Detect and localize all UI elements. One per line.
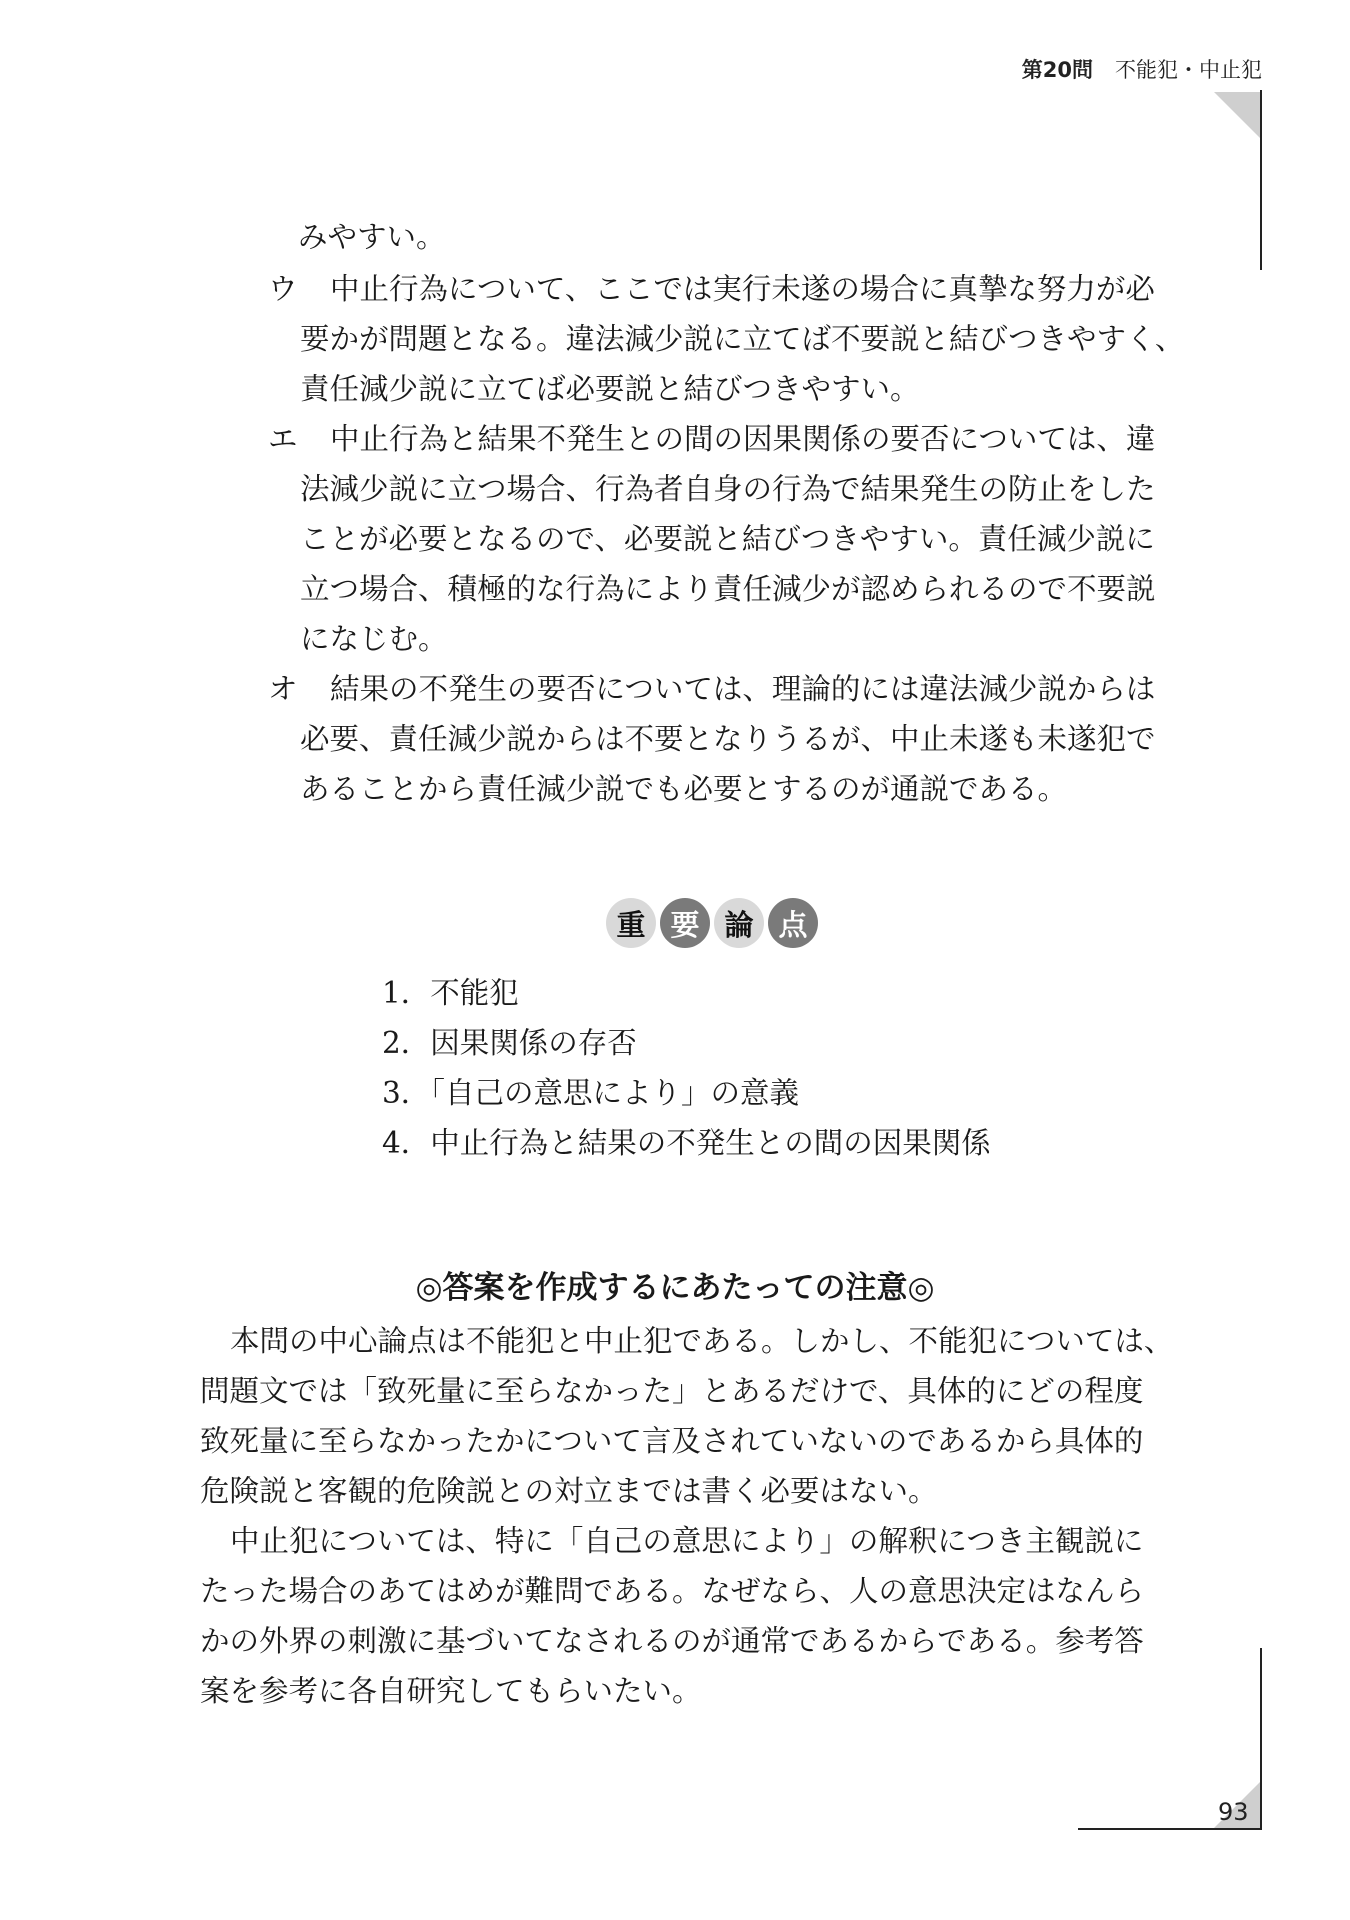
note-line: 致死量に至らなかったかについて言及されていないのであるから具体的: [200, 1424, 1144, 1458]
note-line: 問題文では「致死量に至らなかった」とあるだけで、具体的にどの程度: [200, 1374, 1144, 1408]
item-text-line: 中止行為と結果不発生との間の因果関係の要否については、違: [330, 422, 1156, 456]
item-text-line: 結果の不発生の要否については、理論的には違法減少説からは: [330, 672, 1156, 706]
item-marker: オ: [268, 672, 298, 706]
item-text-line: 法減少説に立つ場合、行為者自身の行為で結果発生の防止をした: [300, 472, 1156, 506]
note-line: 中止犯については、特に「自己の意思により」の解釈につき主観説に: [230, 1524, 1144, 1558]
key-points-badge: 点: [768, 898, 818, 948]
page-header: [1022, 54, 1262, 84]
footer-rule-vertical: [1260, 1648, 1262, 1828]
continued-text: みやすい。: [298, 220, 446, 254]
footer-rule-horizontal: [1078, 1828, 1262, 1830]
key-points-badge: 論: [714, 898, 764, 948]
note-title: ◎答案を作成するにあたっての注意◎: [415, 1270, 935, 1306]
note-line: 案を参考に各自研究してもらいたい。: [200, 1674, 702, 1708]
item-marker: エ: [268, 422, 298, 456]
item-text-line: 必要、責任減少説からは不要となりうるが、中止未遂も未遂犯で: [300, 722, 1156, 756]
item-text-line: 中止行為について、ここでは実行未遂の場合に真摯な努力が必: [330, 272, 1155, 306]
header-corner-decoration: [1214, 92, 1260, 138]
note-line: 危険説と客観的危険説との対立までは書く必要はない。: [200, 1474, 938, 1508]
explanation-item: [200, 264, 1230, 414]
key-point-item: 2．因果関係の存否: [382, 1026, 637, 1060]
key-points-list: [382, 968, 991, 1168]
item-text-line: あることから責任減少説でも必要とするのが通説である。: [300, 772, 1068, 806]
item-text-line: になじむ。: [300, 622, 448, 656]
item-text-line: ことが必要となるので、必要説と結びつきやすい。責任減少説に: [300, 522, 1155, 556]
header-rule: [1260, 90, 1262, 270]
item-text: [298, 414, 1230, 664]
item-marker: ウ: [268, 272, 298, 306]
key-point-item: 3．「自己の意思により」の意義: [382, 1076, 800, 1110]
key-point-item: 4．中止行為と結果の不発生との間の因果関係: [382, 1126, 991, 1160]
item-text-line: 要かが問題となる。違法減少説に立てば不要説と結びつきやすく、: [300, 322, 1185, 356]
note-paragraph: [200, 1516, 1230, 1716]
item-text: [298, 664, 1230, 814]
note-paragraph: [200, 1316, 1230, 1516]
question-number: 第20問: [1021, 58, 1093, 82]
chapter-topic: 不能犯・中止犯: [1115, 58, 1262, 82]
item-text-line: 立つ場合、積極的な行為により責任減少が認められるので不要説: [300, 572, 1156, 606]
page-number: 93: [1218, 1798, 1249, 1826]
key-points-badge: 要: [660, 898, 710, 948]
explanation-item: [200, 664, 1230, 814]
key-point-item: 1．不能犯: [382, 976, 519, 1010]
note-paragraphs: [200, 1316, 1230, 1716]
note-line: 本問の中心論点は不能犯と中止犯である。しかし、不能犯については、: [230, 1324, 1174, 1358]
explanation-items: [200, 264, 1230, 814]
item-text-line: 責任減少説に立てば必要説と結びつきやすい。: [300, 372, 920, 406]
item-text: [298, 264, 1230, 414]
key-points-badge: 重: [606, 898, 656, 948]
key-points-heading: [606, 898, 818, 948]
note-line: かの外界の刺激に基づいてなされるのが通常であるからである。参考答: [200, 1624, 1144, 1658]
note-line: たった場合のあてはめが難問である。なぜなら、人の意思決定はなんら: [200, 1574, 1145, 1608]
explanation-item: [200, 414, 1230, 664]
